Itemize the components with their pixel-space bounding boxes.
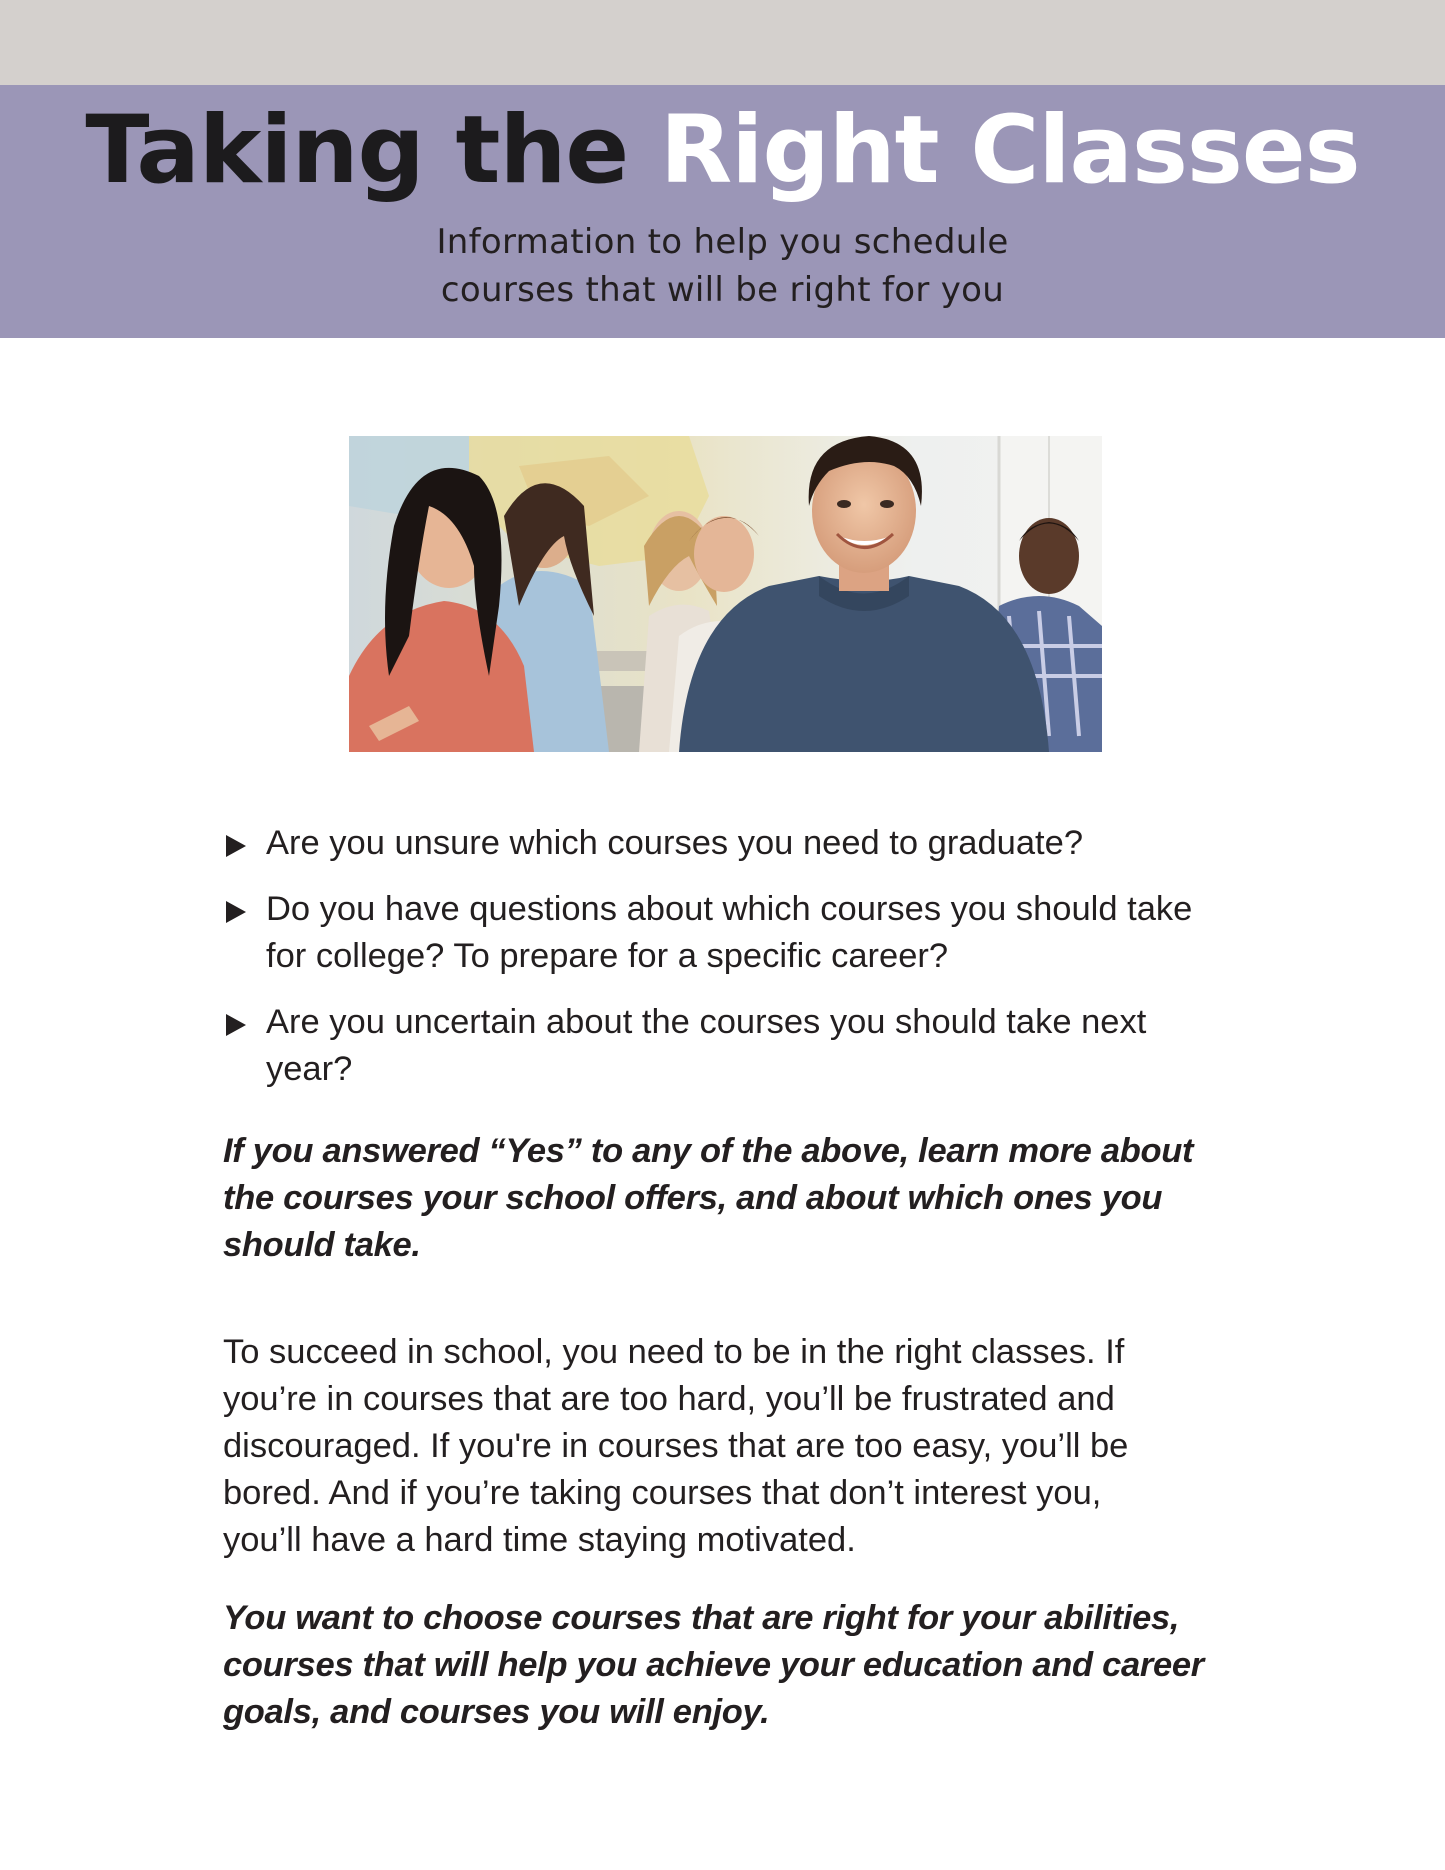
subtitle [0, 218, 1445, 314]
emphasis-line: should take. [223, 1226, 421, 1264]
list-item-text: Are you uncertain about the courses you should take next [266, 1003, 1147, 1041]
triangle-bullet-icon [226, 835, 246, 857]
question-list [223, 820, 1233, 1112]
emphasis-paragraph-goals [223, 1595, 1233, 1736]
emphasis-line: You want to choose courses that are right for your abilities, [223, 1599, 1180, 1637]
subtitle-line: Information to help you schedule [436, 222, 1009, 262]
triangle-bullet-icon [226, 1014, 246, 1036]
subtitle-line: courses that will be right for you [440, 270, 1005, 310]
emphasis-paragraph-yes [223, 1128, 1233, 1269]
emphasis-line: If you answered “Yes” to any of the above, learn more about [223, 1132, 1194, 1170]
triangle-bullet-icon [226, 901, 246, 923]
title-light-part: Right Classes [659, 96, 1360, 205]
list-item-text: year? [266, 1050, 353, 1088]
list-item-text: Are you unsure which courses you need to graduate? [266, 824, 1084, 862]
list-item-text: for college? To prepare for a specific career? [266, 937, 949, 975]
body-paragraph [223, 1329, 1233, 1564]
top-band [0, 0, 1445, 85]
page-title [0, 98, 1445, 203]
paragraph-line: bored. And if you’re taking courses that don’t interest you, [223, 1474, 1102, 1512]
paragraph-line: you’re in courses that are too hard, you’ll be frustrated and [223, 1380, 1115, 1418]
classroom-photo [349, 436, 1102, 752]
emphasis-line: goals, and courses you will enjoy. [223, 1693, 770, 1731]
paragraph-line: discouraged. If you're in courses that are too easy, you’ll be [223, 1427, 1129, 1465]
paragraph-line: you’ll have a hard time staying motivated. [223, 1521, 856, 1559]
title-dark-part: Taking the [85, 96, 629, 205]
list-item-text: Do you have questions about which courses you should take [266, 890, 1193, 928]
emphasis-line: the courses your school offers, and about which ones you [223, 1179, 1163, 1217]
paragraph-line: To succeed in school, you need to be in the right classes. If [223, 1333, 1125, 1371]
list-item [223, 999, 1233, 1093]
list-item [223, 886, 1233, 980]
emphasis-line: courses that will help you achieve your education and career [223, 1646, 1204, 1684]
list-item [223, 820, 1233, 867]
